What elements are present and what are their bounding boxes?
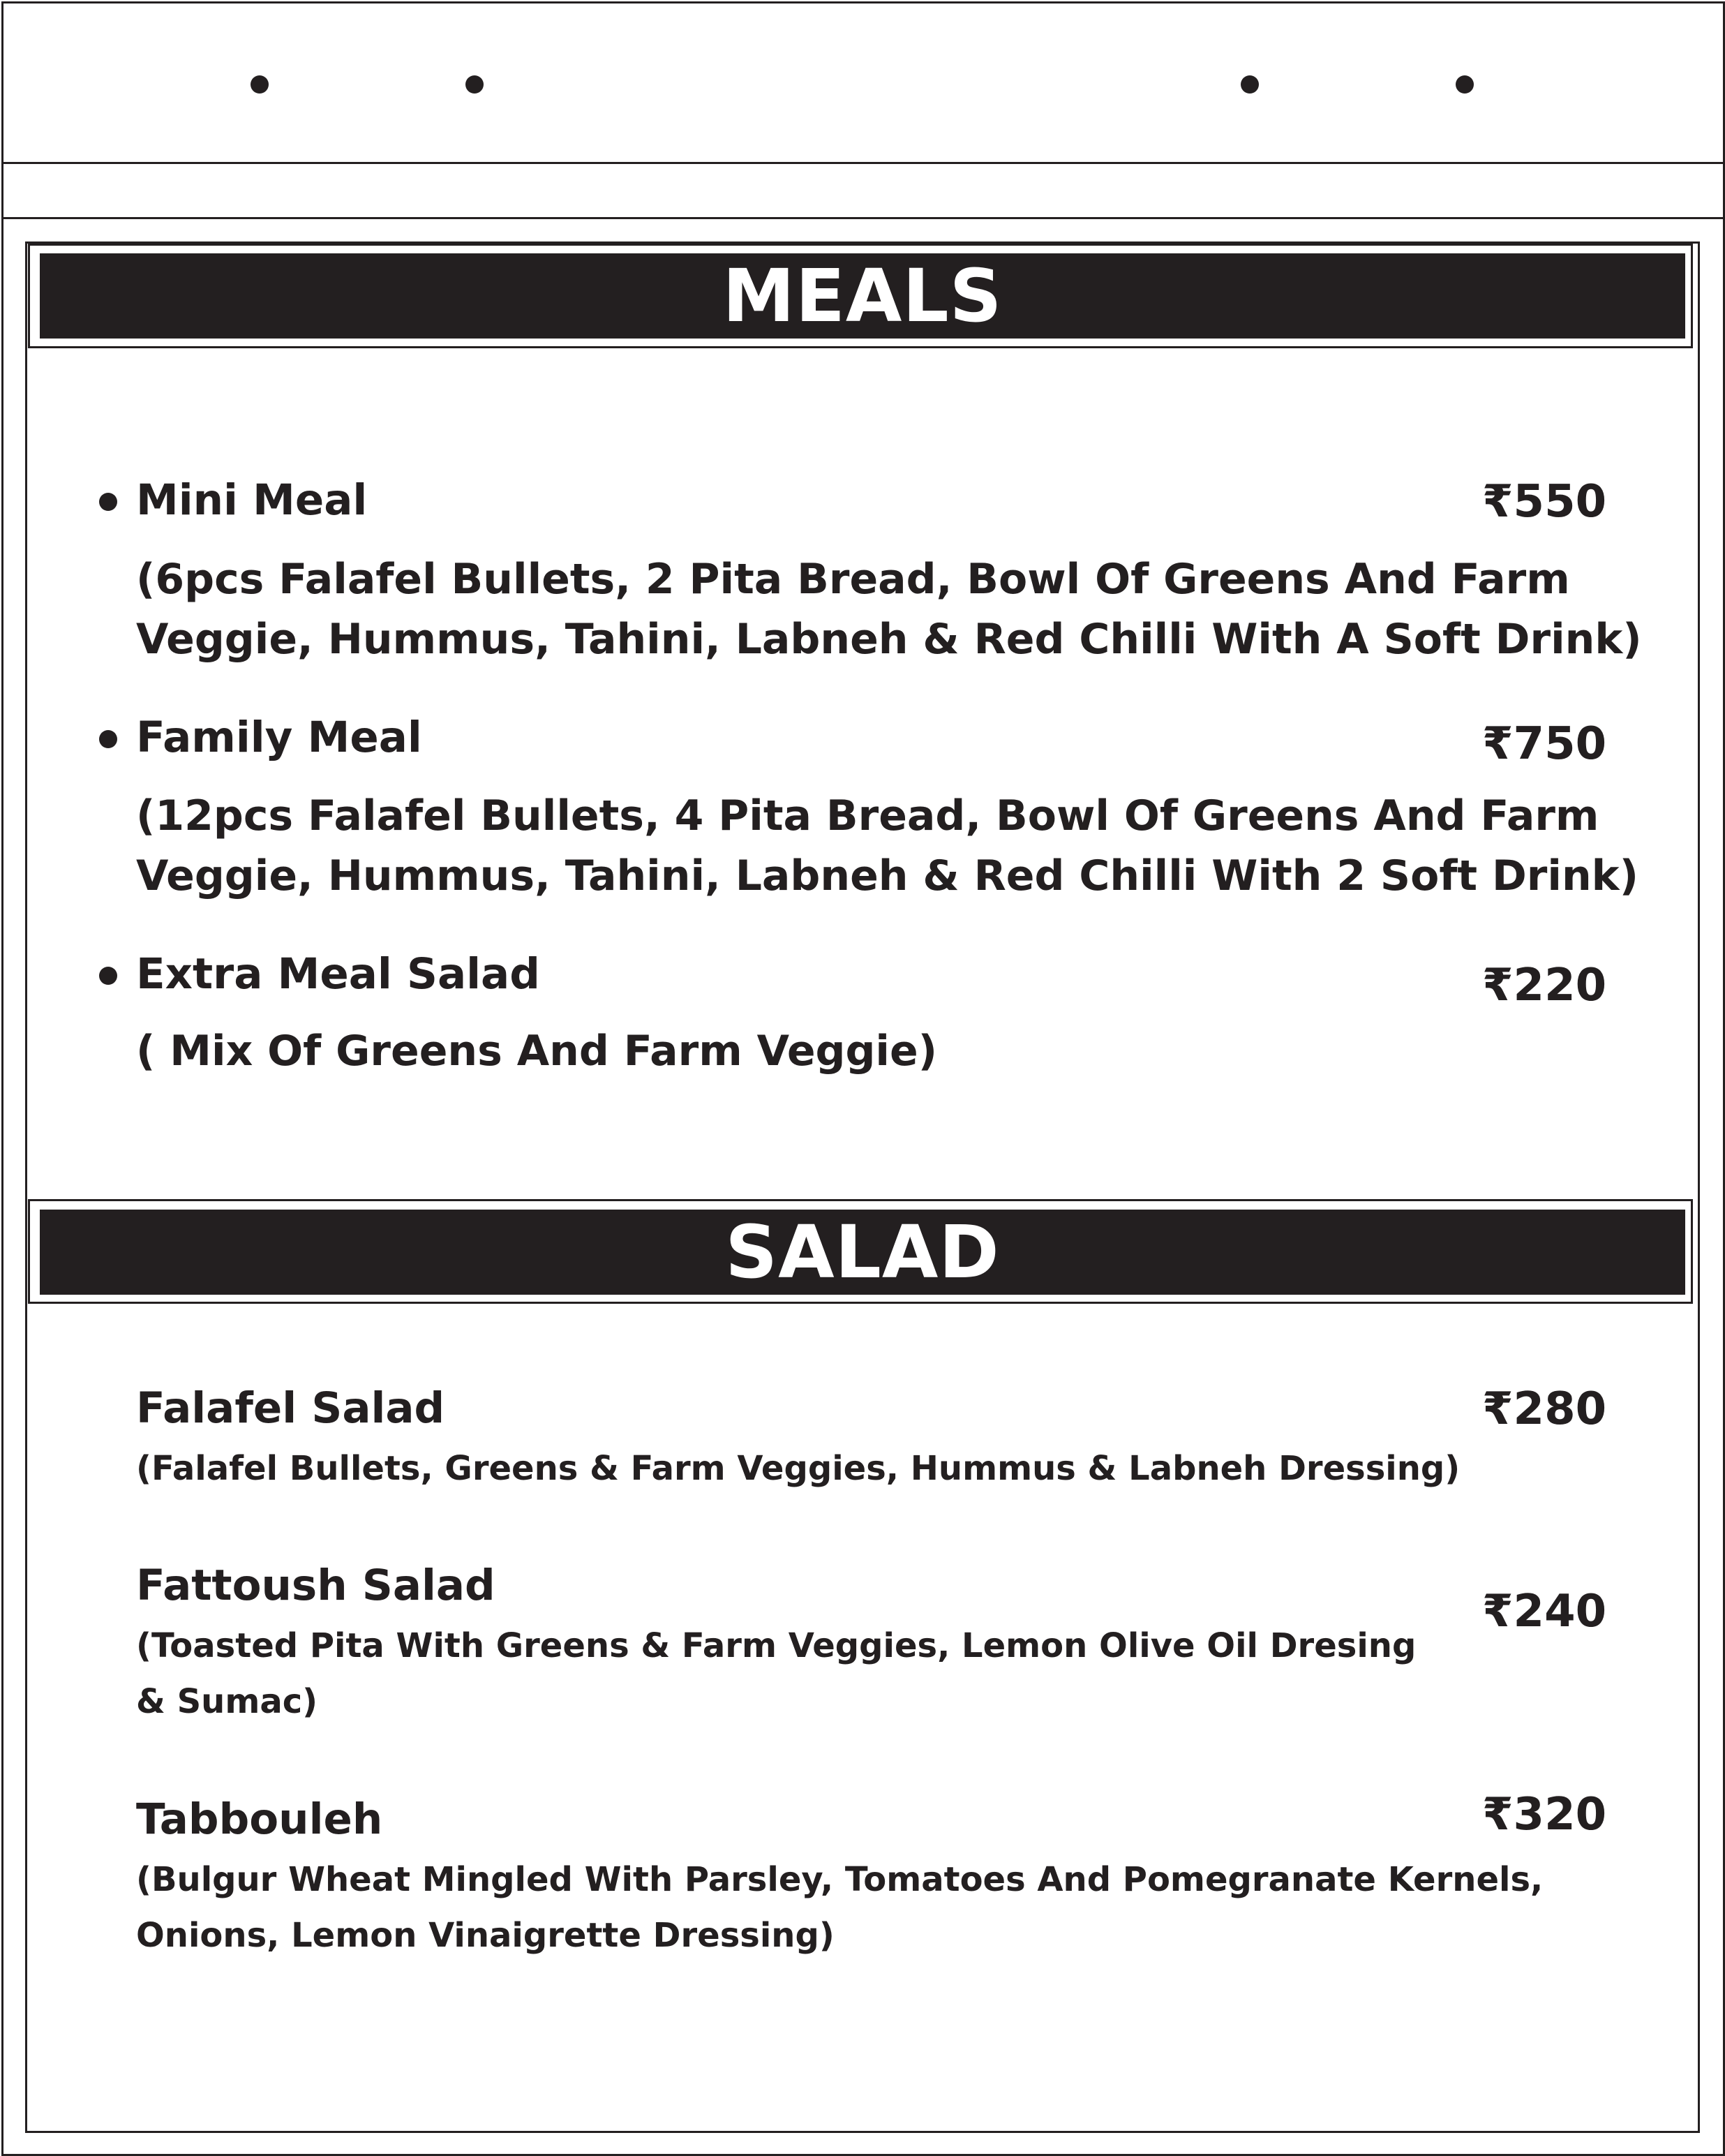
- menu-item-description: ( Mix Of Greens And Farm Veggie): [136, 1027, 938, 1076]
- menu-item-description: (Toasted Pita With Greens & Farm Veggies, Lemon Olive Oil Dresing: [136, 1626, 1417, 1665]
- menu-item-name: Family Meal: [136, 713, 422, 762]
- header-dot-icon: [1241, 75, 1259, 94]
- meals-section-title: MEALS: [40, 253, 1685, 339]
- menu-item-description: (Bulgur Wheat Mingled With Parsley, Tomatoes And Pomegranate Kernels,: [136, 1860, 1544, 1899]
- menu-item-name: Extra Meal Salad: [136, 949, 540, 999]
- menu-item-price: ₹220: [1482, 960, 1607, 1011]
- bullet-icon: [99, 730, 117, 748]
- menu-frame: [25, 241, 1700, 2133]
- header-dot-icon: [251, 75, 269, 94]
- menu-item-price: ₹750: [1482, 718, 1607, 770]
- menu-item-price: ₹280: [1482, 1383, 1607, 1435]
- menu-item-price: ₹550: [1482, 476, 1607, 528]
- menu-item-price: ₹320: [1482, 1789, 1607, 1841]
- bullet-icon: [99, 493, 117, 511]
- menu-item-description: (6pcs Falafel Bullets, 2 Pita Bread, Bowl Of Greens And Farm: [136, 555, 1570, 604]
- menu-item-name: Tabbouleh: [136, 1794, 383, 1844]
- menu-item-description: (Falafel Bullets, Greens & Farm Veggies, Hummus & Labneh Dressing): [136, 1449, 1461, 1488]
- menu-item-description: & Sumac): [136, 1682, 318, 1721]
- salad-section-title: SALAD: [40, 1210, 1685, 1295]
- menu-item-name: Falafel Salad: [136, 1383, 445, 1433]
- header-rule-bottom: [1, 217, 1724, 219]
- menu-item-description: Veggie, Hummus, Tahini, Labneh & Red Chilli With A Soft Drink): [136, 615, 1642, 664]
- menu-item-name: Fattoush Salad: [136, 1561, 495, 1610]
- menu-item-description: Veggie, Hummus, Tahini, Labneh & Red Chilli With 2 Soft Drink): [136, 852, 1638, 900]
- header-rule-top: [1, 162, 1724, 164]
- menu-item-price: ₹240: [1482, 1586, 1607, 1637]
- header-dot-icon: [1456, 75, 1474, 94]
- bullet-icon: [99, 967, 117, 985]
- menu-item-description: (12pcs Falafel Bullets, 4 Pita Bread, Bowl Of Greens And Farm: [136, 791, 1599, 840]
- menu-item-name: Mini Meal: [136, 475, 368, 525]
- menu-item-description: Onions, Lemon Vinaigrette Dressing): [136, 1916, 835, 1955]
- header-dot-icon: [465, 75, 484, 94]
